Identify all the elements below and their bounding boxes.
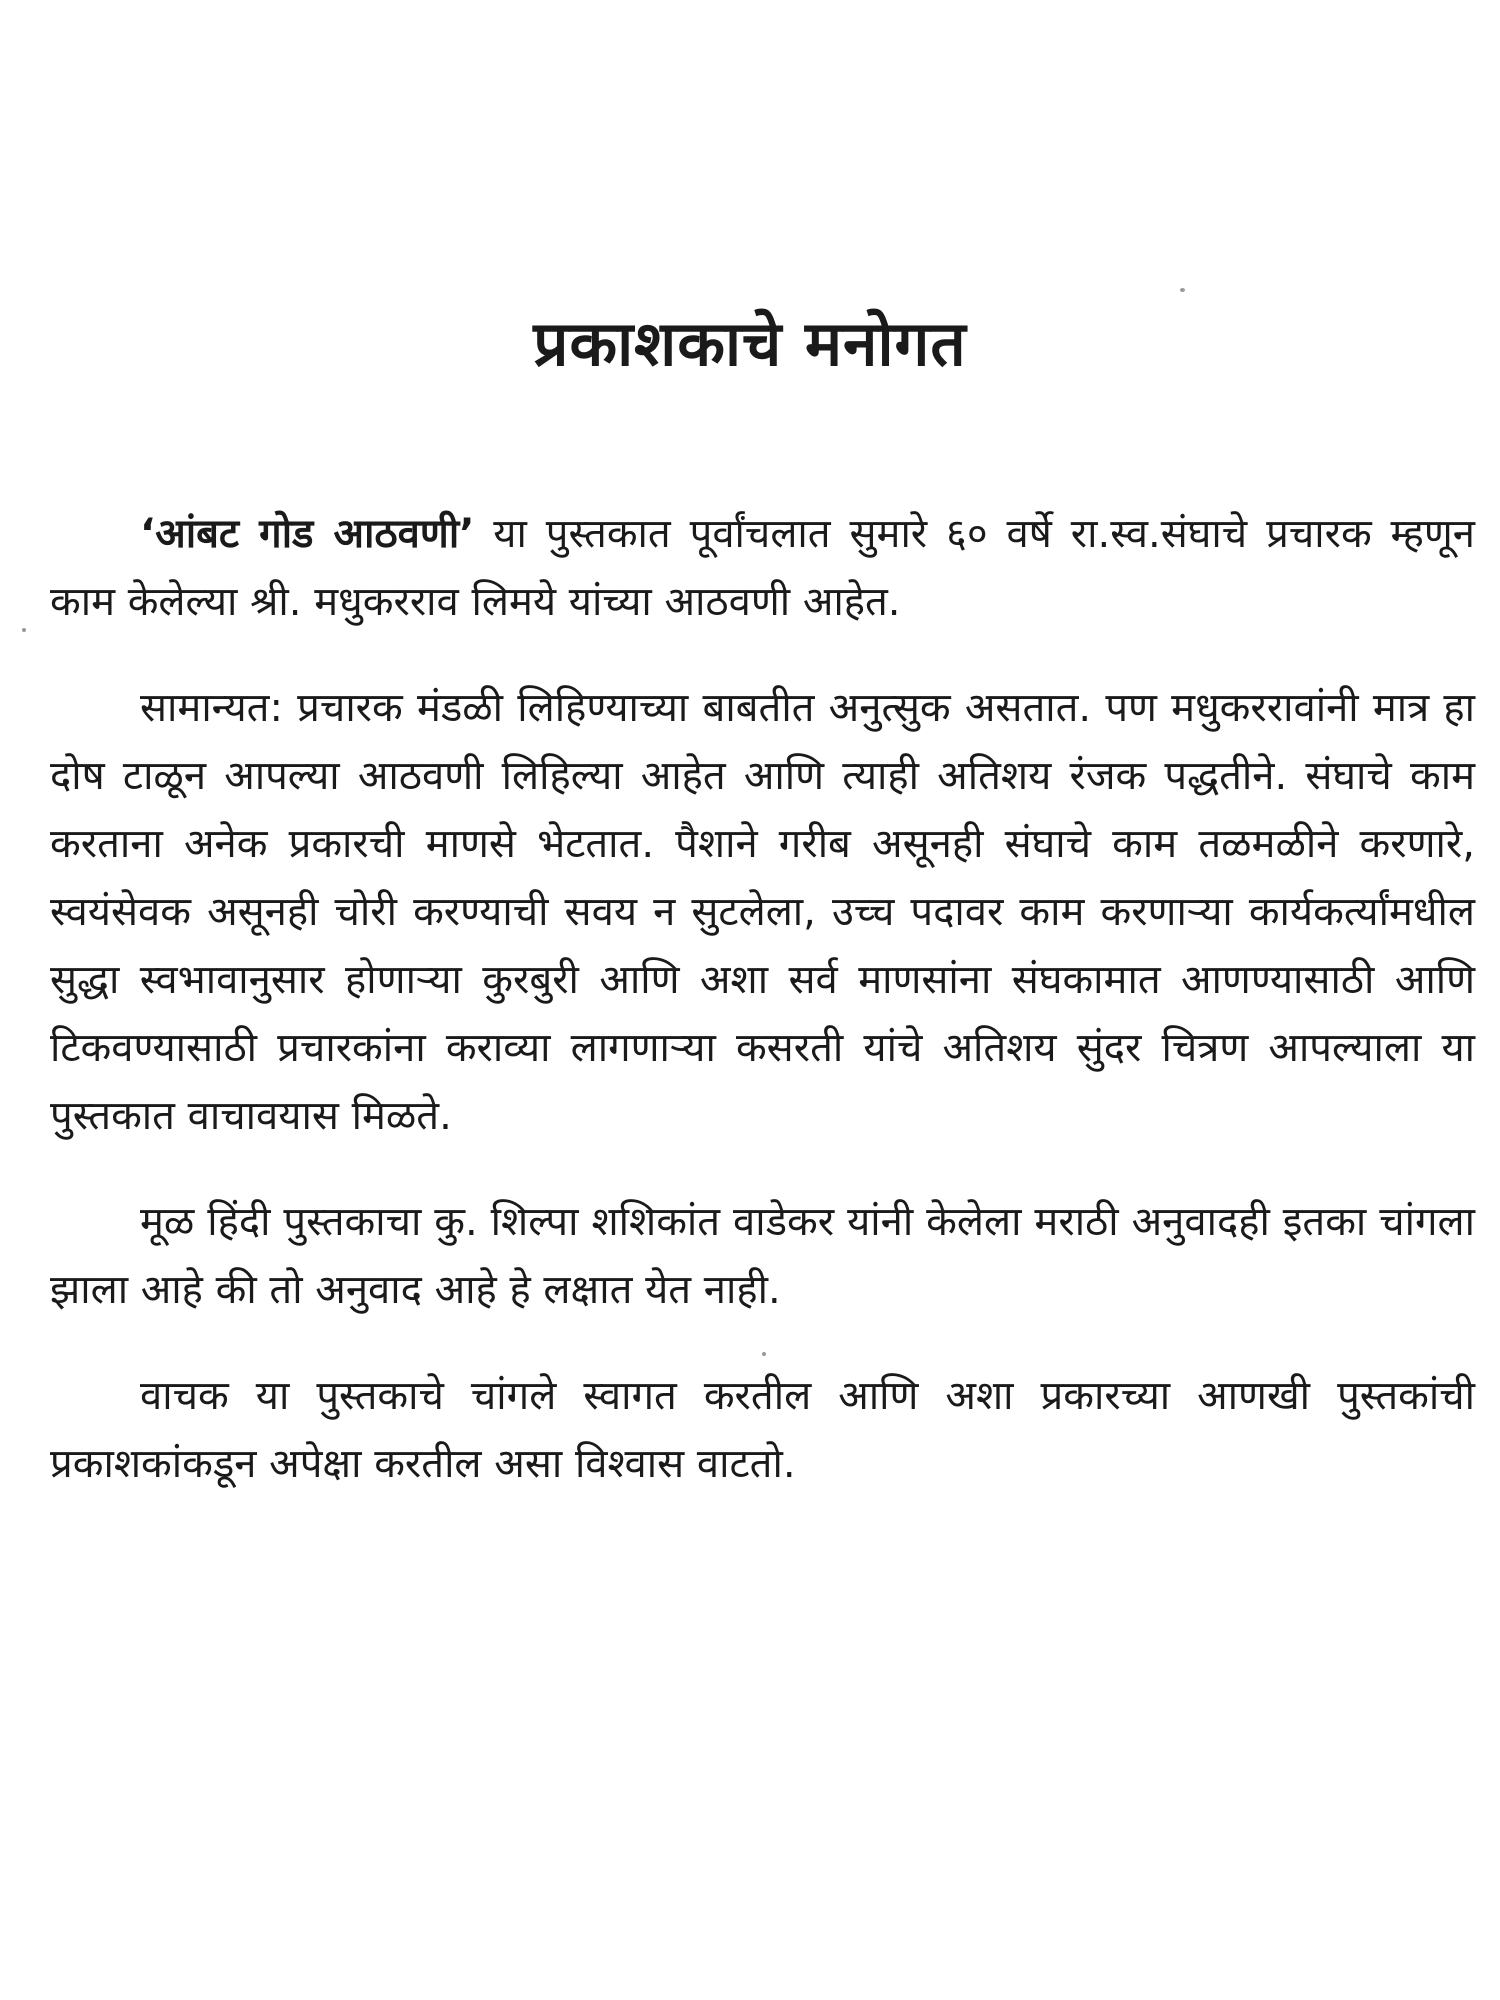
paragraph-2: सामान्यत: प्रचारक मंडळी लिहिण्याच्या बाबतीत अनुत्सुक असतात. पण मधुकररावांनी मात्र हा दोष टाळून आपल्या आठवणी लिहिल्या आहेत आणि त्याही अतिशय रंजक पद्धतीने. संघाचे काम करताना अनेक प्रकारची माणसे भेटतात. पैशाने गरीब असूनही संघाचे काम तळमळीने करणारे, स्वयंसेवक असूनही चोरी करण्याची सवय न सुटलेला, उच्च पदावर काम करणाऱ्या कार्यकर्त्यांमधील सुद्धा स्वभावानुसार होणाऱ्या कुरबुरी आणि अशा सर्व माणसांना संघकामात आणण्यासाठी आणि टिकवण्यासाठी प्रचारकांना कराव्या लागणाऱ्या कसरती यांचे अतिशय सुंदर चित्रण आपल्याला या पुस्तकात वाचावयास मिळते. [50,685,1475,1139]
scan-speck [762,1352,766,1356]
document-body [50,500,1475,1536]
page-title: प्रकाशकाचे मनोगत [533,307,967,380]
scan-speck [22,628,26,632]
paragraph-4: वाचक या पुस्तकाचे चांगले स्वागत करतील आणि अशा प्रकारच्या आणखी पुस्तकांची प्रकाशकांकडून अपेक्षा करतील असा विश्वास वाटतो. [50,1373,1475,1487]
paragraph-3: मूळ हिंदी पुस्तकाचा कु. शिल्पा शशिकांत वाडेकर यांनी केलेला मराठी अनुवादही इतका चांगला झाला आहे की तो अनुवाद आहे हे लक्षात येत नाही. [50,1199,1475,1313]
scan-speck [1180,288,1185,292]
paragraph-1-text: या पुस्तकात पूर्वांचलात सुमारे ६० वर्षे रा.स्व.संघाचे प्रचारक म्हणून काम केलेल्या श्री. मधुकरराव लिमये यांच्या आठवणी आहेत. [50,511,1476,625]
book-name: ‘आंबट गोड आठवणी’ [140,511,475,557]
paragraph-1 [50,500,1475,636]
